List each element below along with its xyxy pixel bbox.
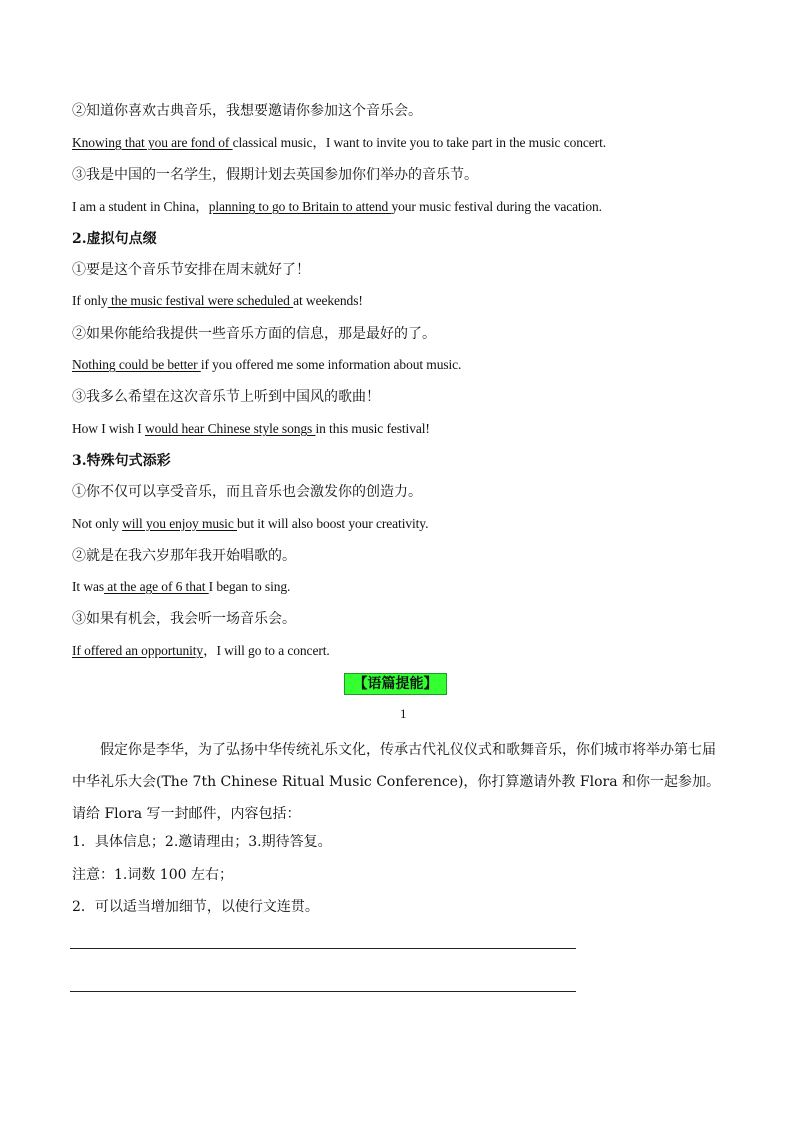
section-heading-subjunctive: 2.虚拟句点缀 bbox=[72, 231, 157, 247]
sentence-cn-c2: ②就是在我六岁那年我开始唱歌的。 bbox=[72, 548, 296, 564]
underlined-phrase: the music festival were scheduled bbox=[107, 293, 294, 308]
sentence-en-b1 bbox=[72, 292, 363, 310]
sentence-text: It was bbox=[72, 579, 105, 594]
sentence-cn-a2: ②知道你喜欢古典音乐，我想要邀请你参加这个音乐会。 bbox=[72, 103, 422, 119]
sentence-text: How I wish I bbox=[72, 421, 145, 436]
sentence-cn-b1: ①要是这个音乐节安排在周末就好了！ bbox=[72, 262, 310, 278]
sentence-cn-b3: ③我多么希望在这次音乐节上听到中国风的歌曲！ bbox=[72, 389, 380, 405]
underlined-phrase: would hear Chinese style songs bbox=[144, 421, 316, 436]
underlined-phrase: will you enjoy music bbox=[122, 516, 238, 531]
prompt-note-2: 2．可以适当增加细节，以使行文连贯。 bbox=[72, 899, 319, 915]
sentence-text: If only bbox=[72, 293, 108, 308]
writing-prompt: 假定你是李华，为了弘扬中华传统礼乐文化，传承古代礼仪仪式和歌舞音乐，你们城市将举办第七届中华礼乐大会(The 7th Chinese Ritual Music Conference)，你打算邀请外教 Flora 和你一起参加。请给 Flora 写一封邮件，内容包括： bbox=[72, 742, 720, 822]
sentence-text: but it will also boost your creativity. bbox=[237, 516, 429, 531]
section-heading-special-sentences: 3.特殊句式添彩 bbox=[72, 453, 171, 469]
sentence-text: in this music festival! bbox=[315, 421, 430, 436]
answer-line[interactable] bbox=[70, 948, 576, 949]
sentence-text: Not only bbox=[72, 516, 123, 531]
sentence-text: ，I will go to a concert. bbox=[203, 643, 330, 658]
sentence-text: if you offered me some information about music. bbox=[200, 357, 462, 372]
sentence-cn-b2: ②如果你能给我提供一些音乐方面的信息，那是最好的了。 bbox=[72, 326, 436, 342]
sentence-en-c2 bbox=[72, 578, 290, 596]
sentence-en-b3 bbox=[72, 420, 430, 438]
sentence-text: classical music，I want to invite you to take part in the music concert. bbox=[232, 135, 606, 150]
underlined-phrase: planning to go to Britain to attend bbox=[208, 199, 392, 214]
underlined-phrase: Nothing could be better bbox=[72, 357, 201, 372]
sentence-text: at weekends! bbox=[293, 293, 363, 308]
sentence-text: I began to sing. bbox=[208, 579, 291, 594]
sentence-en-c1 bbox=[72, 515, 428, 533]
sentence-en-a3 bbox=[72, 198, 602, 216]
sentence-cn-a3: ③我是中国的一名学生，假期计划去英国参加你们举办的音乐节。 bbox=[72, 167, 478, 183]
answer-line[interactable] bbox=[70, 991, 576, 992]
sentence-en-c3 bbox=[72, 642, 330, 660]
sentence-cn-c1: ①你不仅可以享受音乐，而且音乐也会激发你的创造力。 bbox=[72, 484, 422, 500]
underlined-phrase: If offered an opportunity bbox=[72, 643, 204, 658]
sentence-en-a2 bbox=[72, 134, 606, 152]
prompt-note-1: 注意：1.词数 100 左右； bbox=[72, 867, 233, 883]
sentence-text: I am a student in China， bbox=[72, 199, 209, 214]
underlined-phrase: Knowing that you are fond of bbox=[72, 135, 233, 150]
sentence-en-b2 bbox=[72, 356, 461, 374]
sentence-text: your music festival during the vacation. bbox=[391, 199, 602, 214]
task-number: 1 bbox=[400, 706, 407, 721]
prompt-points: 1．具体信息；2.邀请理由；3.期待答复。 bbox=[72, 834, 332, 850]
underlined-phrase: at the age of 6 that bbox=[104, 579, 209, 594]
sentence-cn-c3: ③如果有机会，我会听一场音乐会。 bbox=[72, 611, 296, 627]
section-badge-discourse: 【语篇提能】 bbox=[344, 673, 447, 695]
